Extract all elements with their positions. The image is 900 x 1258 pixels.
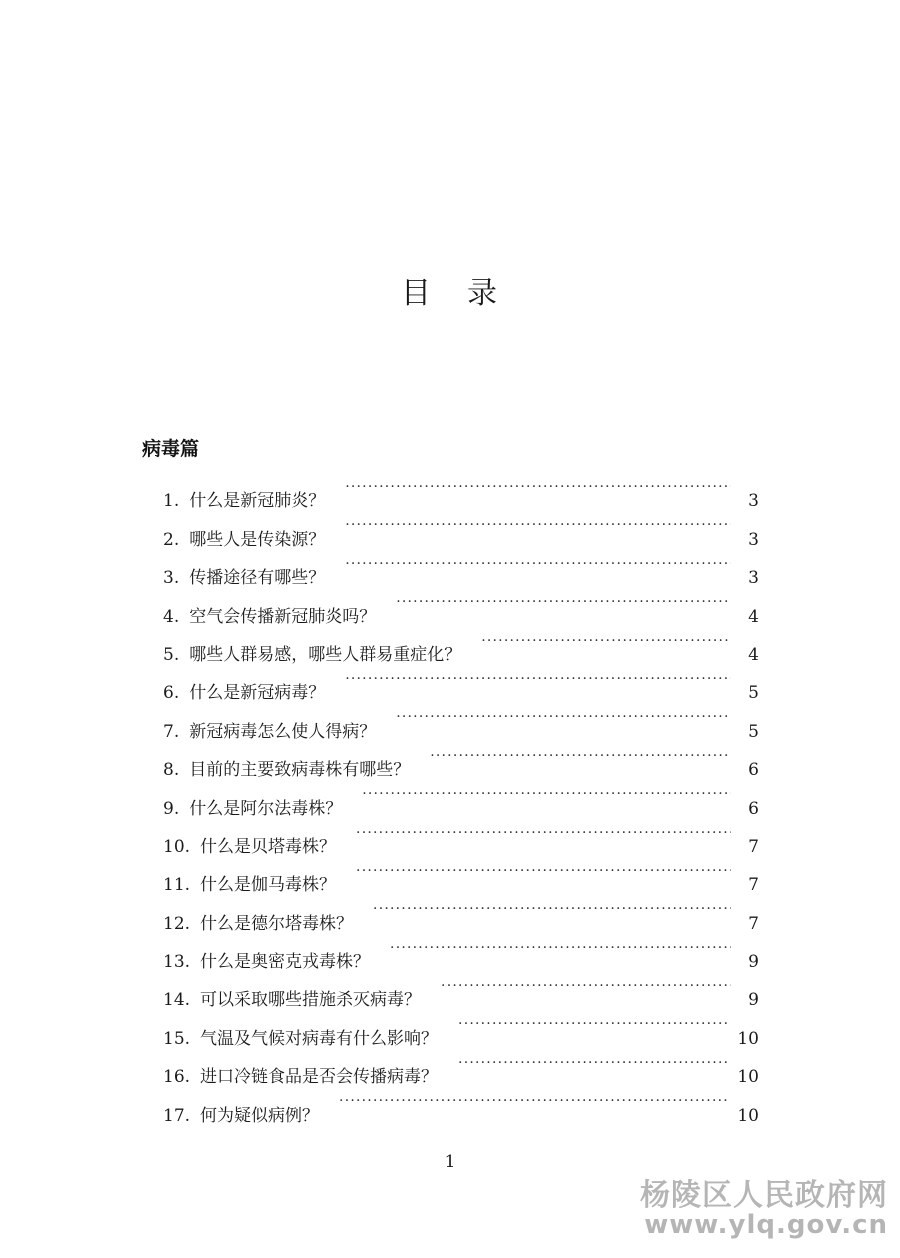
toc-leader-dots — [345, 468, 731, 506]
toc-entry-number: 7. — [163, 721, 180, 742]
toc-entry-page: 3 — [748, 491, 759, 512]
section-heading: 病毒篇 — [142, 438, 200, 460]
toc-entry-text: 什么是奥密克戎毒株？ — [200, 952, 371, 973]
toc-entry-text: 什么是新冠肺炎？ — [189, 491, 326, 512]
toc-entry-page: 5 — [748, 721, 759, 742]
toc-entry-text: 传播途径有哪些？ — [189, 568, 326, 589]
toc-entry-text: 目前的主要致病毒株有哪些？ — [189, 760, 411, 781]
toc-entry-number: 9. — [163, 798, 180, 819]
toc-entry-text: 何为疑似病例？ — [200, 1105, 320, 1126]
toc-leader-dots — [396, 583, 731, 621]
toc-leader-dots — [430, 737, 731, 775]
toc-entry-page: 9 — [748, 952, 759, 973]
toc-leader-dots — [345, 660, 731, 698]
toc-entry-number: 13. — [163, 952, 191, 973]
toc-leader-dots — [345, 545, 731, 583]
page-number: 1 — [444, 1152, 456, 1172]
toc-entry-page: 3 — [748, 568, 759, 589]
toc-entry-number: 5. — [163, 644, 180, 665]
toc-entry-number: 6. — [163, 683, 180, 704]
toc-title — [0, 268, 900, 312]
toc-entry-page: 9 — [748, 990, 759, 1011]
toc-leader-dots — [362, 775, 731, 813]
toc-entry-page: 7 — [748, 836, 759, 857]
toc-entry-number: 17. — [163, 1105, 191, 1126]
watermark-name: 杨陵区人民政府网 — [640, 1178, 888, 1213]
toc-entry-page: 4 — [748, 644, 759, 665]
toc-leader-dots — [441, 967, 731, 1005]
toc-leader-dots — [345, 506, 731, 544]
toc-leader-dots — [356, 852, 731, 890]
toc-entry-page: 5 — [748, 683, 759, 704]
toc-entry — [163, 468, 759, 512]
toc-entry-page: 10 — [737, 1067, 759, 1088]
toc-entry-number: 4. — [163, 606, 180, 627]
toc-entry-number: 11. — [163, 875, 191, 896]
toc-entry-text: 什么是阿尔法毒株？ — [189, 798, 343, 819]
toc-entry-text: 空气会传播新冠肺炎吗？ — [189, 606, 377, 627]
toc-entry-text: 什么是贝塔毒株？ — [200, 836, 337, 857]
toc-entry-page: 7 — [748, 913, 759, 934]
toc-leader-dots — [339, 1082, 727, 1120]
toc-leader-dots — [458, 1044, 727, 1082]
toc-entry-page: 7 — [748, 875, 759, 896]
toc-leader-dots — [458, 1005, 727, 1043]
toc-entry-number: 16. — [163, 1067, 191, 1088]
toc-entry-text: 什么是新冠病毒？ — [189, 683, 326, 704]
toc-title-left: 目 — [401, 276, 433, 311]
toc-title-right: 录 — [467, 276, 499, 311]
toc-entry-page: 6 — [748, 760, 759, 781]
toc-entry-page: 4 — [748, 606, 759, 627]
toc-entry-page: 6 — [748, 798, 759, 819]
toc-entry-text: 哪些人是传染源？ — [189, 529, 326, 550]
toc-leader-dots — [373, 890, 731, 928]
toc-leader-dots — [481, 622, 731, 660]
toc-list — [163, 468, 759, 1126]
toc-leader-dots — [396, 698, 731, 736]
toc-entry-text: 可以采取哪些措施杀灭病毒？ — [200, 990, 422, 1011]
toc-entry-number: 1. — [163, 491, 180, 512]
toc-entry-text: 什么是伽马毒株？ — [200, 875, 337, 896]
toc-entry-page: 10 — [737, 1105, 759, 1126]
toc-leader-dots — [356, 814, 731, 852]
toc-entry-text: 什么是德尔塔毒株？ — [200, 913, 354, 934]
watermark — [640, 1180, 888, 1239]
toc-entry-page: 3 — [748, 529, 759, 550]
toc-entry-number: 10. — [163, 836, 191, 857]
toc-entry-text: 哪些人群易感，哪些人群易重症化？ — [189, 644, 462, 665]
toc-entry-number: 12. — [163, 913, 191, 934]
toc-entry-number: 2. — [163, 529, 180, 550]
toc-entry-number: 8. — [163, 760, 180, 781]
toc-entry-number: 15. — [163, 1028, 191, 1049]
toc-entry-text: 气温及气候对病毒有什么影响？ — [200, 1028, 439, 1049]
toc-entry-text: 新冠病毒怎么使人得病？ — [189, 721, 377, 742]
toc-leader-dots — [390, 929, 731, 967]
toc-entry-text: 进口冷链食品是否会传播病毒？ — [200, 1067, 439, 1088]
watermark-url: www.ylq.gov.cn — [644, 1209, 888, 1240]
toc-entry-page: 10 — [737, 1028, 759, 1049]
toc-entry-number: 14. — [163, 990, 191, 1011]
toc-entry-number: 3. — [163, 568, 180, 589]
